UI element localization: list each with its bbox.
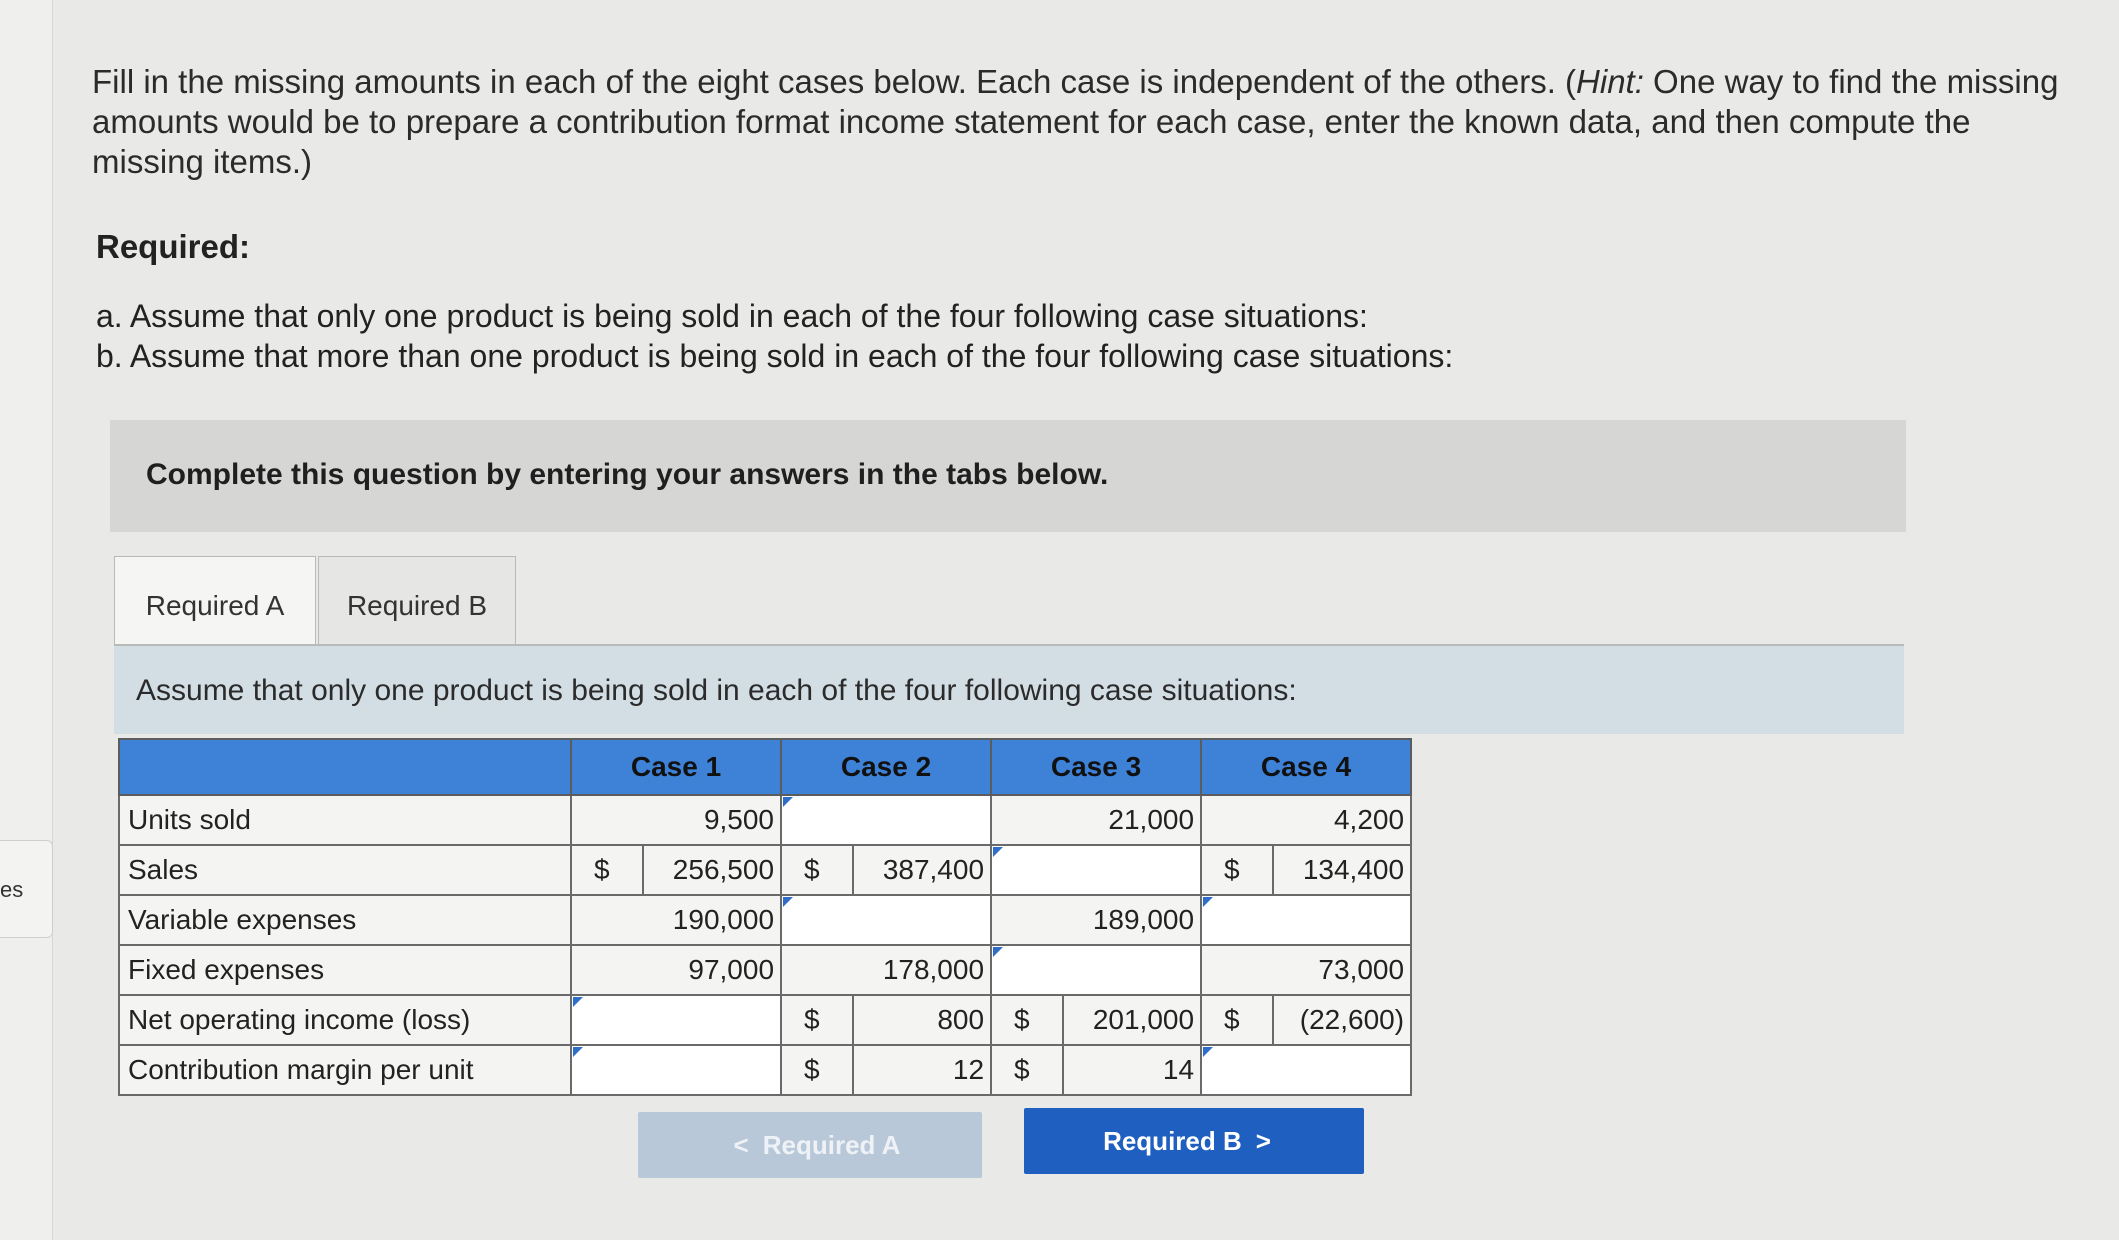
sidebar-tab-label: es <box>0 877 24 902</box>
required-list <box>96 296 1453 376</box>
value-cell: 800 <box>853 995 991 1045</box>
currency-symbol: $ <box>1201 845 1273 895</box>
value-cell: 97,000 <box>571 945 781 995</box>
hint-label: Hint: <box>1576 63 1644 100</box>
answer-input[interactable] <box>1201 1045 1411 1095</box>
currency-symbol: $ <box>1201 995 1273 1045</box>
required-heading: Required: <box>96 228 251 265</box>
answer-input[interactable] <box>781 895 991 945</box>
next-required-b-button[interactable] <box>1024 1108 1364 1174</box>
answer-input[interactable] <box>991 845 1201 895</box>
chevron-left-icon: < <box>733 1130 749 1160</box>
chevron-right-icon: > <box>1255 1126 1271 1156</box>
currency-symbol: $ <box>571 845 643 895</box>
value-cell: 387,400 <box>853 845 991 895</box>
row-label: Sales <box>119 845 571 895</box>
prev-required-a-button[interactable] <box>638 1112 982 1178</box>
instruction-banner <box>110 420 1906 532</box>
value-cell: 134,400 <box>1273 845 1411 895</box>
banner-text: Complete this question by entering your answers in the tabs below. <box>146 458 1109 491</box>
row-label: Units sold <box>119 795 571 845</box>
instructions-part-2: One way to find the missing amounts would be to prepare a contribution format income statement for each case, enter the known data, and then compute the missing items.) <box>92 63 2059 180</box>
left-sidebar <box>0 0 53 1240</box>
required-item-a: a. Assume that only one product is being sold in each of the four following case situations: <box>96 298 1368 334</box>
table-header-row <box>119 739 1411 795</box>
table-row <box>119 895 1411 945</box>
next-label: Required B <box>1103 1126 1242 1156</box>
header-case-3: Case 3 <box>991 739 1201 795</box>
currency-symbol: $ <box>781 995 853 1045</box>
table-row <box>119 845 1411 895</box>
row-label: Variable expenses <box>119 895 571 945</box>
tab-required-a[interactable]: Required A <box>114 556 316 661</box>
table-row <box>119 795 1411 845</box>
instructions-part-1: Fill in the missing amounts in each of the eight cases below. Each case is independent of the others. ( <box>92 63 1577 100</box>
header-case-1: Case 1 <box>571 739 781 795</box>
tab-required-b[interactable]: Required B <box>318 556 516 655</box>
sidebar-tab[interactable] <box>0 840 53 938</box>
value-cell: 14 <box>1063 1045 1201 1095</box>
header-label-cell <box>119 739 571 795</box>
value-cell: 73,000 <box>1201 945 1411 995</box>
value-cell: 21,000 <box>991 795 1201 845</box>
value-cell: 256,500 <box>643 845 781 895</box>
value-cell: 201,000 <box>1063 995 1201 1045</box>
value-cell: 189,000 <box>991 895 1201 945</box>
table-row <box>119 1045 1411 1095</box>
instructions-text <box>92 62 2082 182</box>
currency-symbol: $ <box>991 1045 1063 1095</box>
header-case-4: Case 4 <box>1201 739 1411 795</box>
value-cell: 4,200 <box>1201 795 1411 845</box>
value-cell: 190,000 <box>571 895 781 945</box>
currency-symbol: $ <box>991 995 1063 1045</box>
currency-symbol: $ <box>781 1045 853 1095</box>
currency-symbol: $ <box>781 845 853 895</box>
row-label: Contribution margin per unit <box>119 1045 571 1095</box>
answer-input[interactable] <box>571 1045 781 1095</box>
prev-label: Required A <box>762 1130 901 1160</box>
value-cell: (22,600) <box>1273 995 1411 1045</box>
table-row <box>119 995 1411 1045</box>
header-case-2: Case 2 <box>781 739 991 795</box>
row-label: Fixed expenses <box>119 945 571 995</box>
answer-input[interactable] <box>571 995 781 1045</box>
row-label: Net operating income (loss) <box>119 995 571 1045</box>
value-cell: 12 <box>853 1045 991 1095</box>
panel-heading: Assume that only one product is being sold in each of the four following case situations: <box>136 674 1297 707</box>
answer-input[interactable] <box>1201 895 1411 945</box>
table-row <box>119 945 1411 995</box>
cases-table <box>118 738 1412 1096</box>
required-item-b: b. Assume that more than one product is being sold in each of the four following case situations: <box>96 338 1454 374</box>
answer-input[interactable] <box>991 945 1201 995</box>
panel-heading-bar <box>114 646 1904 734</box>
value-cell: 178,000 <box>781 945 991 995</box>
answer-input[interactable] <box>781 795 991 845</box>
value-cell: 9,500 <box>571 795 781 845</box>
